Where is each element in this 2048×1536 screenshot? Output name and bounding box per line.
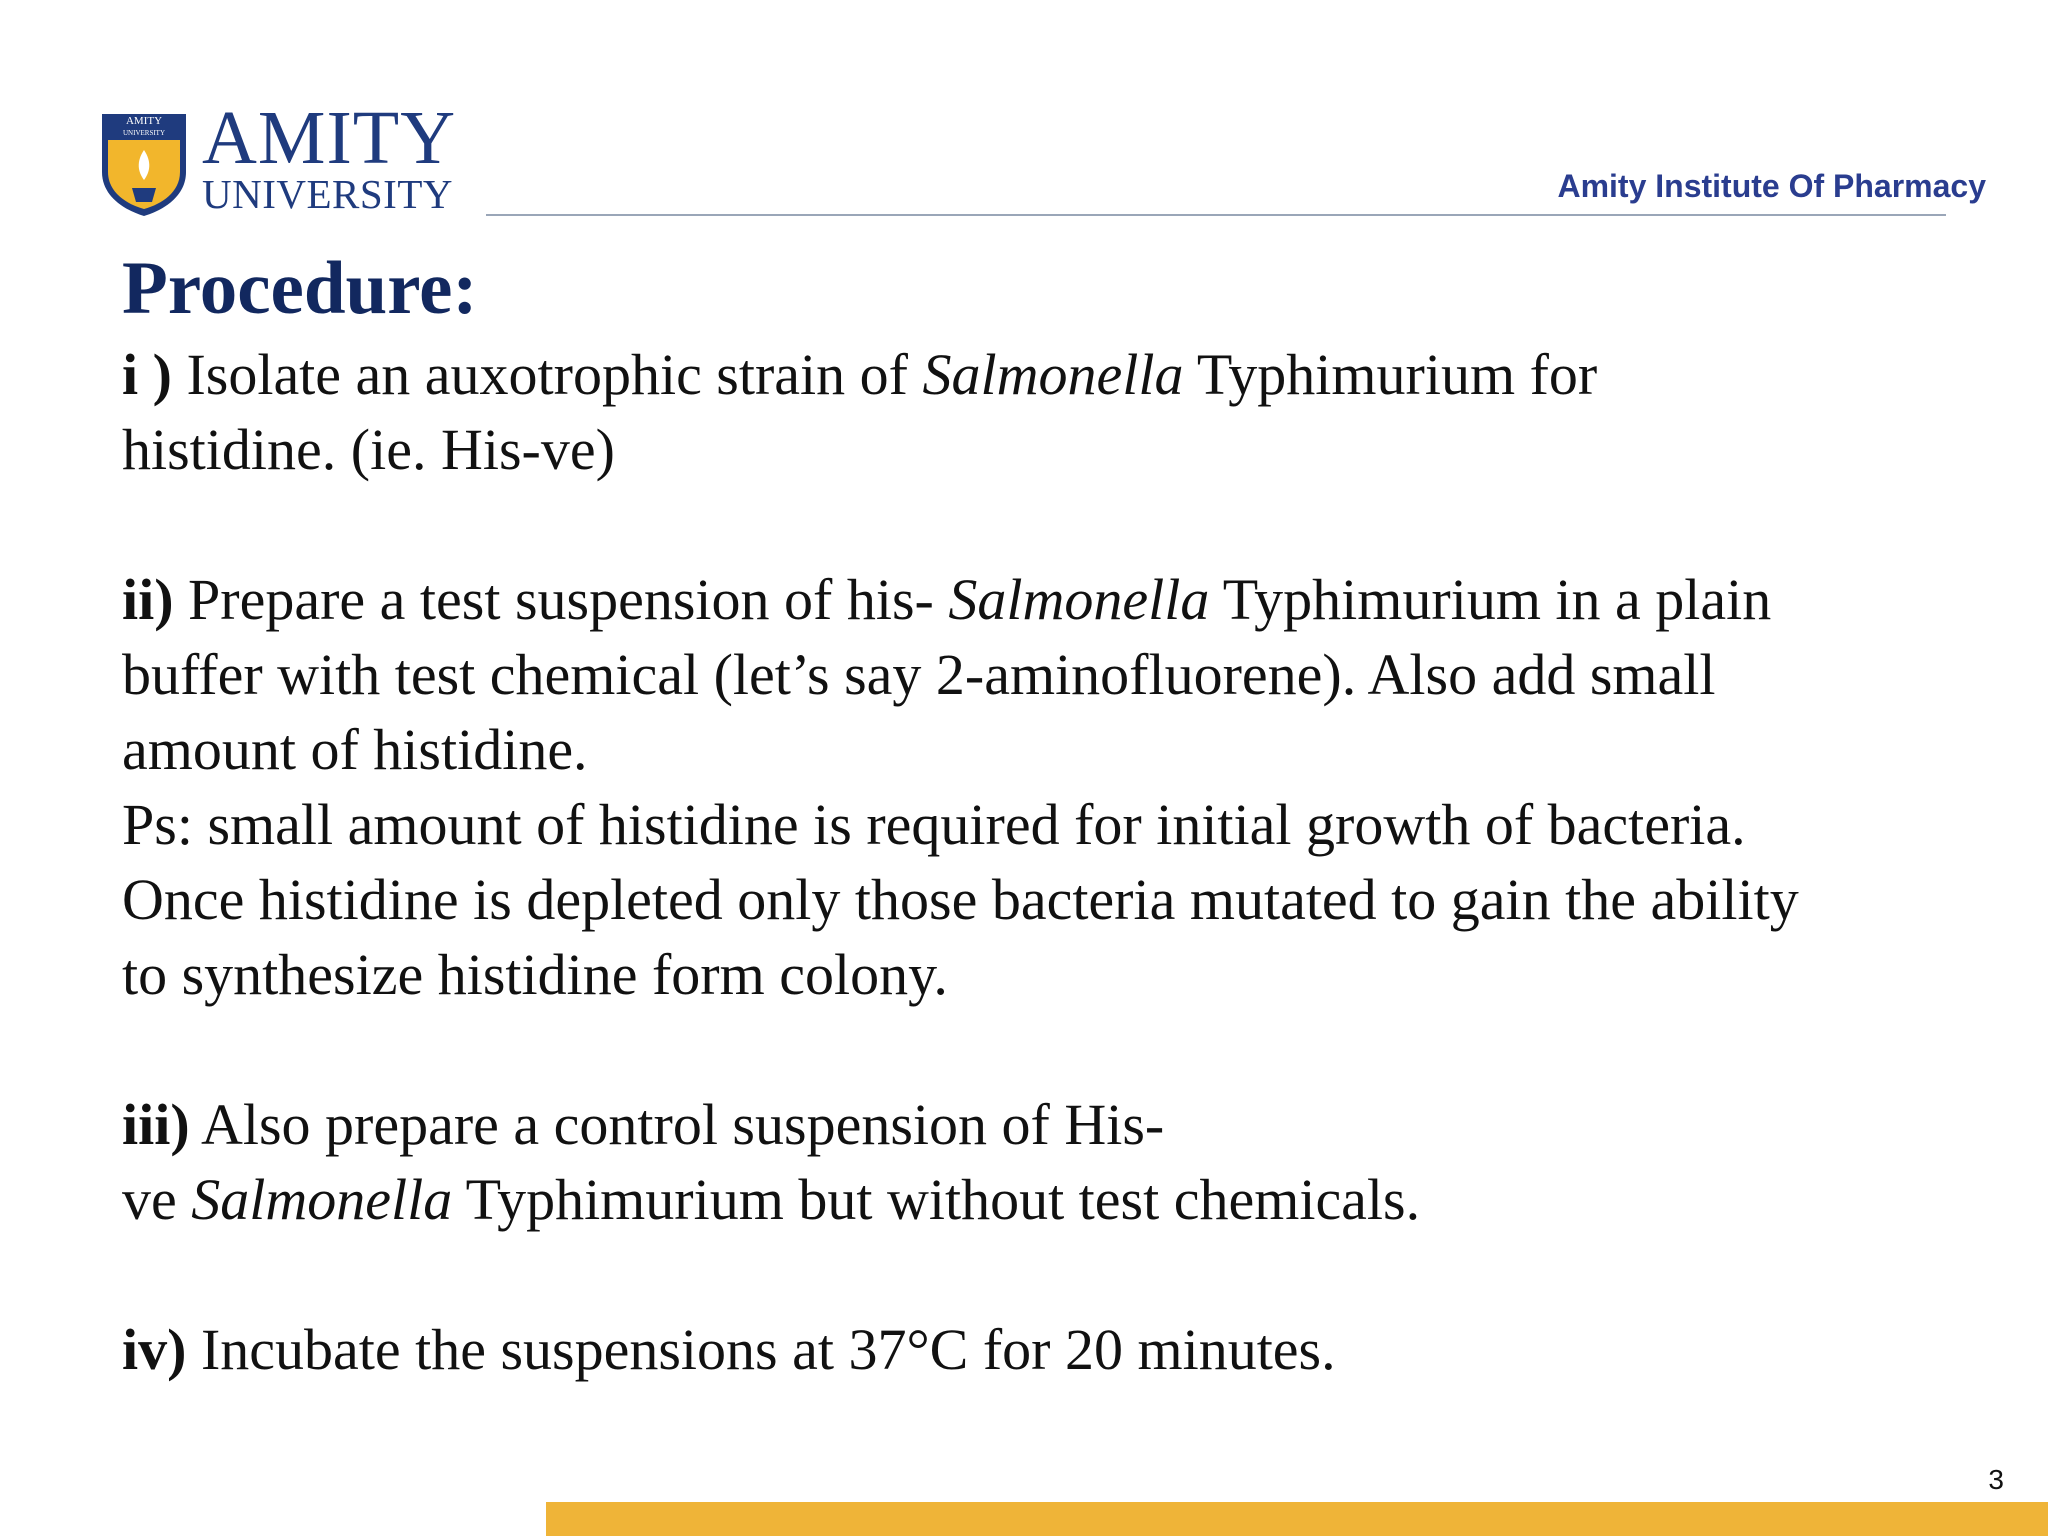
step-2-text-b: Typhimurium in a plain xyxy=(1209,567,1772,632)
step-3-italic: Salmonella xyxy=(191,1167,453,1232)
amity-university-logo xyxy=(98,96,458,218)
institute-name: Amity Institute Of Pharmacy xyxy=(1557,168,1986,204)
logo-university-text: UNIVERSITY xyxy=(202,171,453,217)
step-2-italic: Salmonella xyxy=(948,567,1210,632)
spacer xyxy=(122,1012,2002,1087)
spacer xyxy=(122,487,2002,562)
step-2-line-3: amount of histidine. xyxy=(122,717,588,782)
step-1-line-2: histidine. (ie. His-ve) xyxy=(122,417,615,482)
step-2-line-5: Once histidine is depleted only those bacteria mutated to gain the ability xyxy=(122,867,1799,932)
step-2-line-2: buffer with test chemical (let’s say 2-aminofluorene). Also add small xyxy=(122,642,1716,707)
procedure-content xyxy=(122,337,2002,1387)
step-3-text: Also prepare a control suspension of His- xyxy=(189,1092,1165,1157)
step-1-text-b: Typhimurium for xyxy=(1183,342,1598,407)
step-1-text-a: Isolate an auxotrophic strain of xyxy=(171,342,923,407)
spacer xyxy=(122,1237,2002,1312)
slide-title: Procedure: xyxy=(122,247,478,330)
step-3-line-1 xyxy=(122,1087,2002,1162)
step-1-italic: Salmonella xyxy=(922,342,1184,407)
step-2-marker: ii) xyxy=(122,567,174,632)
logo-amity-text: AMITY xyxy=(202,96,457,180)
step-2-text-a: Prepare a test suspension of his- xyxy=(173,567,949,632)
step-4-marker: iv) xyxy=(122,1317,187,1382)
shield-text-bottom: UNIVERSITY xyxy=(123,129,165,137)
step-3-line-2 xyxy=(122,1162,2002,1237)
shield-emblem-icon xyxy=(98,110,190,218)
step-1-line-1 xyxy=(122,337,2002,412)
page-number: 3 xyxy=(1988,1464,2004,1495)
shield-text-top: AMITY xyxy=(125,115,163,127)
header-divider xyxy=(486,214,1946,216)
step-2-line-6: to synthesize histidine form colony. xyxy=(122,942,948,1007)
step-2-line-1 xyxy=(122,562,2002,637)
step-3-marker: iii) xyxy=(122,1092,190,1157)
step-2-line-4: Ps: small amount of histidine is required for initial growth of bacteria. xyxy=(122,792,1746,857)
footer-accent-bar xyxy=(546,1502,2048,1536)
step-3-text-a: ve xyxy=(122,1167,192,1232)
step-1-marker: i ) xyxy=(122,342,172,407)
step-4-text: Incubate the suspensions at 37°C for 20 minutes. xyxy=(186,1317,1336,1382)
step-4-line-1 xyxy=(122,1312,2002,1387)
step-3-text-b: Typhimurium but without test chemicals. xyxy=(452,1167,1421,1232)
